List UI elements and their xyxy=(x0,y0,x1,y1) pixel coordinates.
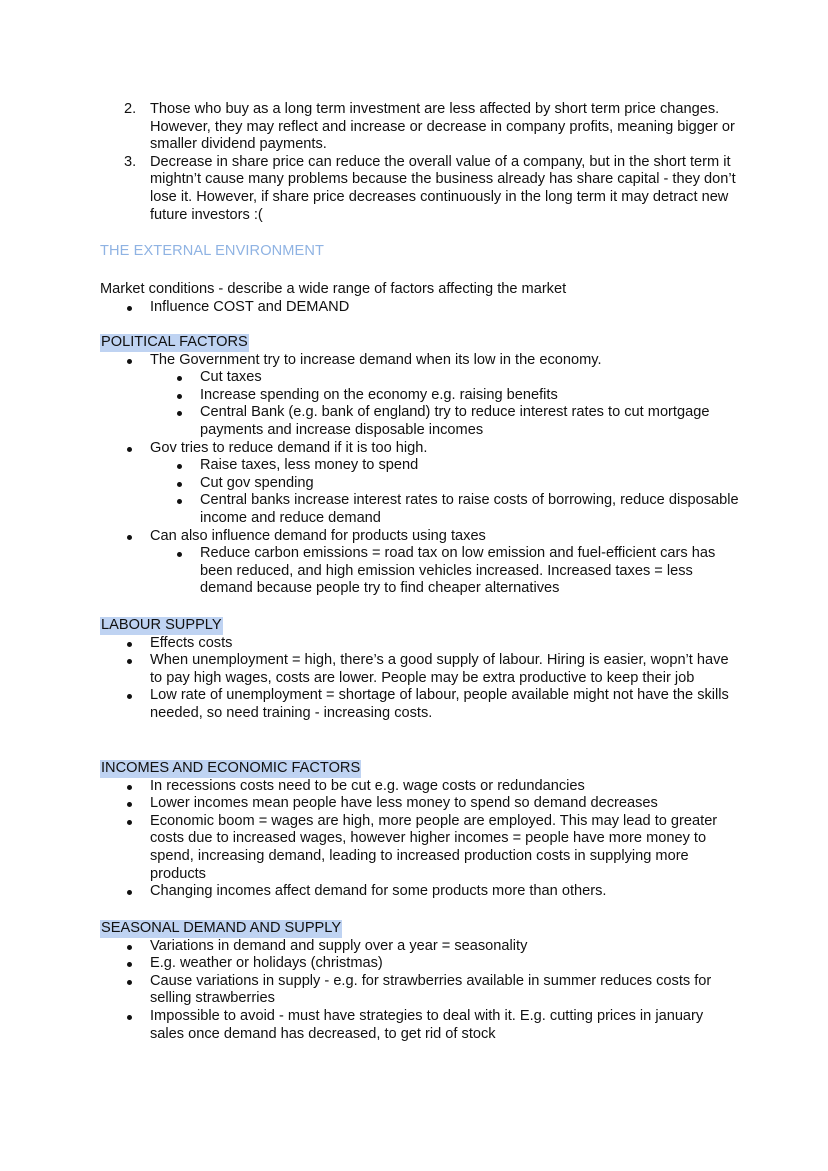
bullet-icon xyxy=(127,306,132,311)
bullet-icon xyxy=(127,359,132,364)
bullet-icon xyxy=(177,394,182,399)
bullet-icon xyxy=(177,464,182,469)
sub-list xyxy=(150,545,740,598)
bullet-icon xyxy=(127,890,132,895)
labour-list xyxy=(100,635,740,723)
market-intro: Market conditions - describe a wide range of factors affecting the market xyxy=(100,281,567,297)
section-heading: POLITICAL FACTORS xyxy=(101,334,248,350)
section-heading: LABOUR SUPPLY xyxy=(101,617,222,633)
bullet-icon xyxy=(127,962,132,967)
bullet-icon xyxy=(127,642,132,647)
sub-list xyxy=(150,457,740,527)
bullet-icon xyxy=(177,552,182,557)
list-item: E.g. weather or holidays (christmas) xyxy=(100,955,740,973)
sub-list-item: Reduce carbon emissions = road tax on low emission and fuel-efficient cars has been reduced, and high emission vehicles increased. Increased taxes = less demand because people try to find cheaper alternatives xyxy=(150,545,740,598)
bullet-icon xyxy=(127,535,132,540)
bullet-icon xyxy=(127,945,132,950)
list-item: Changing incomes affect demand for some products more than others. xyxy=(100,883,740,901)
item-text: Decrease in share price can reduce the overall value of a company, but in the short term it mightn’t cause many problems because the business already has share capital - they don’t lose it. However, if share price decreases continuously in the long term it may detract new future investors :( xyxy=(150,153,736,223)
section-title: THE EXTERNAL ENVIRONMENT xyxy=(100,243,325,259)
sub-list-item: Cut taxes xyxy=(150,369,740,387)
sub-list-item: Increase spending on the economy e.g. raising benefits xyxy=(150,387,740,405)
political-list xyxy=(100,352,740,598)
section-heading: INCOMES AND ECONOMIC FACTORS xyxy=(101,760,361,776)
list-item: Cause variations in supply - e.g. for strawberries available in summer reduces costs for selling strawberries xyxy=(100,973,740,1008)
numbered-item xyxy=(100,154,740,224)
incomes-list xyxy=(100,778,740,901)
seasonal-list xyxy=(100,938,740,1044)
bullet-icon xyxy=(177,482,182,487)
sub-list xyxy=(150,369,740,439)
numbered-item xyxy=(100,101,740,154)
list-item: Can also influence demand for products using taxes Reduce carbon emissions = road tax on low emission and fuel-efficient cars has been reduced, and high emission vehicles increased. Increased taxes = less demand because people try to find cheaper alternatives xyxy=(100,528,740,598)
numbered-list xyxy=(100,101,740,224)
item-text: Those who buy as a long term investment are less affected by short term price changes. However, they may reflect and increase or decrease in company profits, meaning bigger or smaller dividend payments. xyxy=(150,101,735,153)
bullet-icon xyxy=(127,980,132,985)
sub-list-item: Central banks increase interest rates to raise costs of borrowing, reduce disposable income and reduce demand xyxy=(150,492,740,527)
bullet-icon xyxy=(127,785,132,790)
incomes-section xyxy=(100,760,740,901)
bullet-icon xyxy=(127,820,132,825)
list-item: In recessions costs need to be cut e.g. wage costs or redundancies xyxy=(100,778,740,796)
list-item: Lower incomes mean people have less money to spend so demand decreases xyxy=(100,795,740,813)
bullet-icon xyxy=(177,411,182,416)
labour-supply-section xyxy=(100,617,740,723)
bullet-icon xyxy=(177,499,182,504)
item-number: 3. xyxy=(124,153,137,170)
bullet-icon xyxy=(127,659,132,664)
section-heading: SEASONAL DEMAND AND SUPPLY xyxy=(101,920,342,936)
market-bullets xyxy=(100,299,740,317)
political-factors-section xyxy=(100,334,740,598)
bullet-icon xyxy=(177,376,182,381)
list-item: Effects costs xyxy=(100,635,740,653)
list-item: When unemployment = high, there’s a good supply of labour. Hiring is easier, wopn’t have to pay high wages, costs are lower. People may be extra productive to keep their job xyxy=(100,652,740,687)
list-item: Influence COST and DEMAND xyxy=(100,299,740,317)
bullet-icon xyxy=(127,802,132,807)
seasonal-section xyxy=(100,920,740,1043)
list-item: The Government try to increase demand when its low in the economy. Cut taxes Increase spending on the economy e.g. raising benefits Central Bank (e.g. bank of england) try to reduce interest rates to cut mortgage payments and increase disposable incomes xyxy=(100,352,740,440)
list-item: Low rate of unemployment = shortage of labour, people available might not have the skills needed, so need training - increasing costs. xyxy=(100,687,740,722)
sub-list-item: Raise taxes, less money to spend xyxy=(150,457,740,475)
list-item: Gov tries to reduce demand if it is too high. Raise taxes, less money to spend Cut gov spending Central banks increase interest rates to raise costs of borrowing, reduce disposable income and reduce demand xyxy=(100,440,740,528)
bullet-icon xyxy=(127,447,132,452)
list-item: Variations in demand and supply over a year = seasonality xyxy=(100,938,740,956)
bullet-icon xyxy=(127,1015,132,1020)
item-number: 2. xyxy=(124,101,137,117)
sub-list-item: Central Bank (e.g. bank of england) try to reduce interest rates to cut mortgage payments and increase disposable incomes xyxy=(150,404,740,439)
list-item: Economic boom = wages are high, more people are employed. This may lead to greater costs due to increased wages, however higher incomes = people have more money to spend, increasing demand, leading to increased production costs in supplying more products xyxy=(100,813,740,883)
sub-list-item: Cut gov spending xyxy=(150,475,740,493)
list-item: Impossible to avoid - must have strategies to deal with it. E.g. cutting prices in january sales once demand has decreased, to get rid of stock xyxy=(100,1008,740,1043)
bullet-icon xyxy=(127,694,132,699)
market-conditions-block xyxy=(100,281,740,316)
